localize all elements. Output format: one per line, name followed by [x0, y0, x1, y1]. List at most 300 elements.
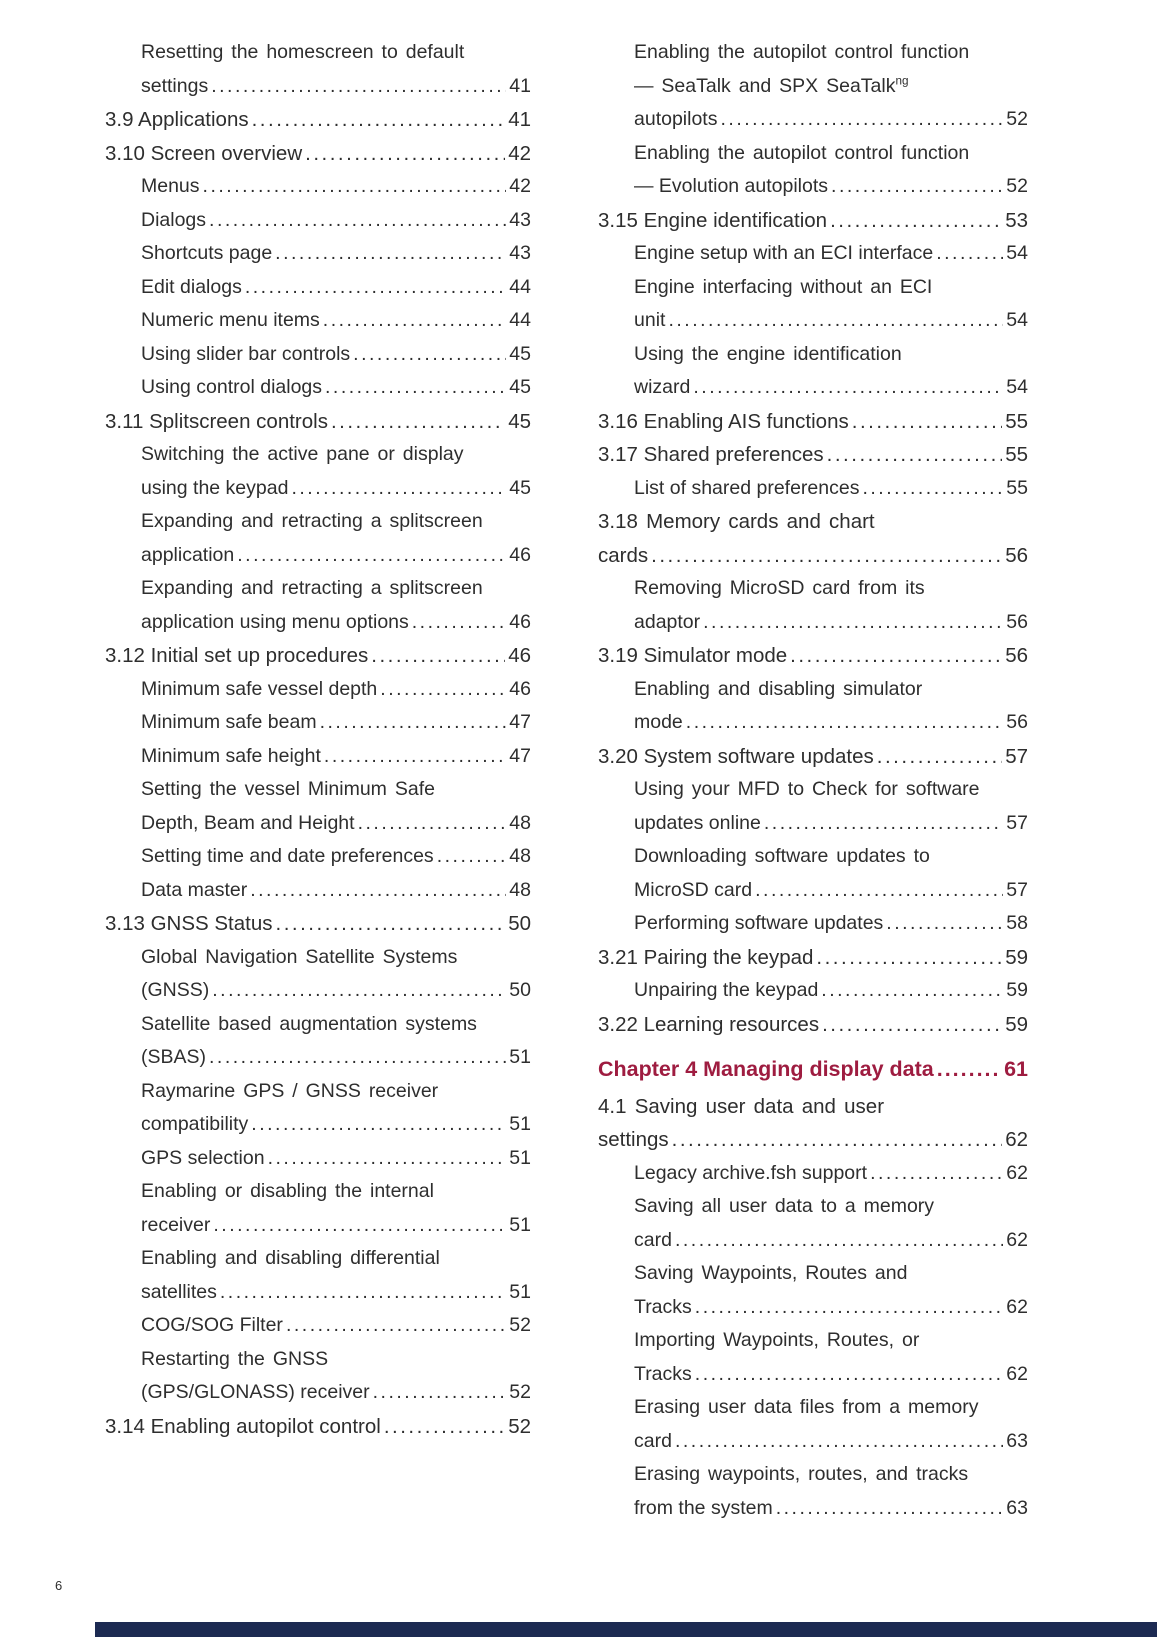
- toc-entry-text: Setting the vessel Minimum Safe: [141, 778, 435, 800]
- toc-entry-text: Saving all user data to a memory: [634, 1195, 935, 1217]
- toc-line: [141, 36, 531, 70]
- dotted-leader: [668, 304, 1003, 338]
- toc-page-number: 45: [509, 342, 531, 365]
- toc-line: [634, 1425, 1028, 1459]
- dotted-leader: [764, 807, 1003, 841]
- toc-entry: [105, 941, 531, 1008]
- toc-entry-text: card: [634, 1429, 672, 1452]
- toc-page-number: 58: [1006, 912, 1028, 934]
- dotted-leader: [353, 338, 506, 372]
- toc-line: [598, 1008, 1028, 1042]
- toc-entry-text: — Evolution autopilots: [634, 175, 829, 197]
- toc-page-number: 50: [508, 912, 531, 935]
- toc-entry: [598, 773, 1028, 840]
- toc-entry-text: settings: [598, 1128, 669, 1151]
- toc-entry-text: 3.14 Enabling autopilot control: [105, 1414, 381, 1438]
- toc-page-number: 51: [509, 1280, 531, 1303]
- toc-entry: [598, 1008, 1028, 1042]
- toc-page-number: 42: [508, 141, 531, 165]
- toc-entry: [598, 907, 1028, 941]
- footer-page-number: 6: [55, 1578, 63, 1593]
- toc-entry-text: 3.13 GNSS Status: [105, 912, 273, 935]
- toc-entry-text: 4.1 Saving user data and user: [598, 1094, 885, 1118]
- dotted-leader: [693, 371, 1003, 405]
- dotted-leader: [324, 740, 506, 774]
- toc-line: [634, 472, 1028, 506]
- toc-entry: [105, 1343, 531, 1410]
- dotted-leader: [209, 204, 506, 238]
- dotted-leader: [937, 1053, 1001, 1087]
- dotted-leader: [886, 907, 1003, 941]
- toc-line: [141, 673, 531, 707]
- toc-line: [634, 137, 1028, 171]
- toc-entry-text: 3.21 Pairing the keypad: [598, 945, 814, 969]
- toc-line: [634, 706, 1028, 740]
- toc-line: [634, 773, 1028, 807]
- toc-line: [141, 974, 531, 1008]
- superscript-text: ng: [895, 74, 909, 87]
- dotted-leader: [720, 103, 1003, 137]
- toc-entry-text: satellites: [141, 1280, 217, 1303]
- toc-line: [105, 907, 531, 941]
- dotted-leader: [870, 1157, 1003, 1191]
- toc-page-number: 41: [509, 74, 531, 97]
- toc-entry: [598, 974, 1028, 1008]
- toc-entry: [598, 639, 1028, 673]
- toc-entry-text: Minimum safe height: [141, 744, 321, 767]
- toc-entry-text: Expanding and retracting a splitscreen: [141, 510, 483, 532]
- toc-entry-text: receiver: [141, 1213, 211, 1236]
- toc-line: [598, 204, 1028, 238]
- toc-page-number: 43: [509, 242, 531, 264]
- toc-entry-text: Dialogs: [141, 208, 207, 231]
- toc-page-number: 62: [1006, 1161, 1028, 1184]
- toc-entry-text: updates online: [634, 811, 761, 834]
- toc-line: [141, 1008, 531, 1042]
- dotted-leader: [251, 1108, 506, 1142]
- toc-entry-text: Numeric menu items: [141, 309, 320, 331]
- toc-entry: [598, 36, 1028, 137]
- toc-line: [634, 1190, 1028, 1224]
- toc-entry: [105, 505, 531, 572]
- toc-entry-text: Setting time and date preferences: [141, 845, 434, 867]
- toc-entry-text: 3.22 Learning resources: [598, 1012, 820, 1036]
- toc-line: [598, 438, 1028, 472]
- toc-entry: [598, 572, 1028, 639]
- toc-entry-text: — SeaTalk and SPX SeaTalk$^{ng}$: [634, 74, 909, 97]
- toc-page-number: 45: [509, 476, 531, 499]
- dotted-leader: [831, 170, 1003, 204]
- toc-entry-text: COG/SOG Filter: [141, 1314, 283, 1336]
- toc-entry-text: Menus: [141, 175, 200, 197]
- dotted-leader: [821, 974, 1003, 1008]
- toc-line: [634, 1224, 1028, 1258]
- toc-line: [141, 1209, 531, 1243]
- toc-entry-text: Resetting the homescreen to default: [141, 41, 465, 63]
- dotted-leader: [412, 606, 507, 640]
- toc-entry-text: Engine interfacing without an ECI: [634, 275, 933, 298]
- dotted-leader: [371, 639, 505, 673]
- toc-page-number: 46: [509, 543, 531, 566]
- toc-page-number: 44: [509, 309, 531, 331]
- toc-entry-text: Minimum safe beam: [141, 711, 317, 733]
- toc-line: [141, 740, 531, 774]
- toc-entry-text: 3.12 Initial set up procedures: [105, 644, 369, 667]
- toc-line: [141, 1041, 531, 1075]
- toc-line: [105, 137, 531, 171]
- toc-entry: [105, 36, 531, 103]
- toc-entry: [598, 505, 1028, 572]
- toc-entry: [598, 1090, 1028, 1157]
- toc-entry-text: 3.17 Shared preferences: [598, 443, 824, 466]
- toc-page-number: 63: [1006, 1429, 1028, 1452]
- toc-column-right: [598, 36, 1028, 1525]
- toc-line: [598, 1053, 1028, 1087]
- toc-entry: [105, 371, 531, 405]
- toc-page-number: 52: [1006, 175, 1028, 197]
- toc-entry-text: 3.16 Enabling AIS functions: [598, 409, 849, 433]
- toc-page-number: 46: [509, 677, 531, 700]
- toc-page-number: 51: [509, 1046, 531, 1068]
- toc-line: [634, 840, 1028, 874]
- toc-line: [141, 1376, 531, 1410]
- toc-line: [141, 807, 531, 841]
- toc-entry-text: (SBAS): [141, 1046, 207, 1068]
- dotted-leader: [276, 907, 506, 941]
- toc-line: [141, 438, 531, 472]
- toc-line: [634, 1157, 1028, 1191]
- toc-page-number: 42: [509, 175, 531, 197]
- toc-page-number: 45: [509, 376, 531, 398]
- toc-line: [598, 405, 1028, 439]
- dotted-leader: [220, 1276, 506, 1310]
- toc-entry-text: Enabling the autopilot control function: [634, 41, 970, 63]
- toc-page-number: 45: [508, 409, 531, 433]
- toc-entry-text: GPS selection: [141, 1146, 265, 1169]
- toc-entry: [105, 639, 531, 673]
- toc-page-number: 44: [509, 275, 531, 298]
- toc-entry: [598, 1324, 1028, 1391]
- toc-entry: [598, 740, 1028, 774]
- toc-line: [634, 304, 1028, 338]
- toc-entry-text: from the system: [634, 1496, 773, 1519]
- toc-line: [141, 1343, 531, 1377]
- dotted-leader: [790, 639, 1002, 673]
- toc-page-number: 53: [1005, 208, 1028, 232]
- toc-entry-text: Enabling and disabling differential: [141, 1247, 440, 1269]
- toc-entry-text: Edit dialogs: [141, 275, 242, 298]
- toc-entry: [105, 338, 531, 372]
- toc-entry-text: cards: [598, 543, 649, 567]
- toc-line: [141, 874, 531, 908]
- toc-line: [141, 572, 531, 606]
- toc-line: [634, 807, 1028, 841]
- toc-entry: [105, 1410, 531, 1444]
- toc-line: [141, 706, 531, 740]
- footer-bar: [95, 1622, 1157, 1637]
- toc-entry: [105, 1175, 531, 1242]
- toc-entry-text: mode: [634, 711, 683, 733]
- toc-entry: [598, 338, 1028, 405]
- toc-entry: [105, 1242, 531, 1309]
- dotted-leader: [822, 1008, 1002, 1042]
- toc-page-number: 56: [1005, 543, 1028, 567]
- toc-line: [634, 1458, 1028, 1492]
- toc-entry-text: Erasing waypoints, routes, and tracks: [634, 1463, 969, 1485]
- toc-line: [634, 874, 1028, 908]
- dotted-leader: [268, 1142, 507, 1176]
- toc-page-number: 62: [1006, 1295, 1028, 1318]
- toc-entry-text: autopilots: [634, 108, 718, 130]
- toc-entry-text: Chapter 4 Managing display data: [598, 1057, 934, 1081]
- dotted-leader: [331, 405, 505, 439]
- toc-entry-text: Importing Waypoints, Routes, or: [634, 1329, 920, 1351]
- toc-line: [141, 941, 531, 975]
- toc-page-number: 47: [509, 711, 531, 733]
- toc-entry: [598, 472, 1028, 506]
- toc-line: [141, 1075, 531, 1109]
- toc-line: [634, 1492, 1028, 1526]
- dotted-leader: [291, 472, 506, 506]
- toc-line: [105, 103, 531, 137]
- toc-entry-text: 3.18 Memory cards and chart: [598, 510, 875, 533]
- toc-page-number: 41: [508, 108, 531, 131]
- toc-line: [141, 840, 531, 874]
- toc-page-number: 59: [1006, 979, 1028, 1001]
- dotted-leader: [209, 1041, 506, 1075]
- toc-entry: [105, 706, 531, 740]
- toc-line: [634, 1257, 1028, 1291]
- toc-line: [141, 170, 531, 204]
- toc-entry: [598, 237, 1028, 271]
- toc-line: [634, 170, 1028, 204]
- toc-entry-text: using the keypad: [141, 476, 289, 499]
- toc-line: [141, 539, 531, 573]
- toc-entry: [105, 170, 531, 204]
- toc-entry-text: Expanding and retracting a splitscreen: [141, 577, 483, 599]
- toc-entry-text: unit: [634, 309, 666, 331]
- toc-line: [634, 974, 1028, 1008]
- toc-page-number: 51: [509, 1113, 531, 1135]
- dotted-leader: [437, 840, 507, 874]
- toc-entry: [105, 271, 531, 305]
- toc-entry: [105, 773, 531, 840]
- toc-entry-text: adaptor: [634, 610, 701, 633]
- dotted-leader: [830, 204, 1002, 238]
- toc-entry-text: (GPS/GLONASS) receiver: [141, 1381, 370, 1403]
- toc-entry: [598, 1157, 1028, 1191]
- toc-line: [141, 1309, 531, 1343]
- toc-entry-text: MicroSD card: [634, 878, 753, 901]
- dotted-leader: [695, 1291, 1004, 1325]
- toc-page-number: 59: [1005, 1012, 1028, 1036]
- toc-entry: [598, 271, 1028, 338]
- toc-page-number: 62: [1006, 1362, 1028, 1385]
- dotted-leader: [852, 405, 1002, 439]
- dotted-leader: [755, 874, 1003, 908]
- toc-entry-text: List of shared preferences: [634, 476, 860, 499]
- toc-entry-text: Performing software updates: [634, 912, 884, 934]
- toc-entry-text: (GNSS): [141, 979, 210, 1001]
- toc-page-number: 56: [1005, 644, 1028, 667]
- toc-page-number: 51: [509, 1146, 531, 1169]
- dotted-leader: [936, 237, 1003, 271]
- dotted-leader: [816, 941, 1002, 975]
- dotted-leader: [203, 170, 507, 204]
- toc-page-number: 51: [509, 1213, 531, 1236]
- toc-page-number: 54: [1006, 242, 1028, 264]
- toc-line: [141, 70, 531, 104]
- toc-line: [141, 606, 531, 640]
- toc-line: [598, 639, 1028, 673]
- toc-entry-text: Enabling and disabling simulator: [634, 677, 923, 700]
- toc-line: [598, 1090, 1028, 1124]
- toc-line: [634, 1291, 1028, 1325]
- toc-entry: [105, 204, 531, 238]
- dotted-leader: [237, 539, 506, 573]
- dotted-leader: [275, 237, 506, 271]
- dotted-leader: [373, 1376, 507, 1410]
- toc-column-left: [105, 36, 531, 1443]
- toc-line: [105, 1410, 531, 1444]
- toc-entry: [105, 304, 531, 338]
- toc-entry: [598, 941, 1028, 975]
- toc-line: [634, 1324, 1028, 1358]
- dotted-leader: [675, 1224, 1003, 1258]
- toc-entry: [105, 438, 531, 505]
- toc-entry-text: compatibility: [141, 1113, 249, 1135]
- toc-entry: [105, 572, 531, 639]
- toc-line: [634, 1391, 1028, 1425]
- toc-page-number: 54: [1006, 376, 1028, 398]
- toc-page-number: 56: [1006, 610, 1028, 633]
- toc-entry: [105, 740, 531, 774]
- toc-entry-text: application: [141, 543, 235, 566]
- toc-entry: [598, 405, 1028, 439]
- toc-entry-text: card: [634, 1228, 672, 1251]
- toc-entry: [598, 204, 1028, 238]
- toc-page-number: 62: [1005, 1128, 1028, 1151]
- toc-entry-text: Using the engine identification: [634, 342, 902, 365]
- toc-line: [634, 237, 1028, 271]
- toc-entry: [105, 237, 531, 271]
- toc-entry: [598, 438, 1028, 472]
- toc-entry: [105, 405, 531, 439]
- dotted-leader: [695, 1358, 1004, 1392]
- dotted-leader: [245, 271, 506, 305]
- toc-page-number: 52: [509, 1314, 531, 1336]
- dotted-leader: [323, 304, 507, 338]
- toc-entry-text: Restarting the GNSS: [141, 1347, 329, 1370]
- toc-line: [141, 204, 531, 238]
- toc-entry: [105, 907, 531, 941]
- toc-page-number: 48: [509, 811, 531, 834]
- toc-page-number: 57: [1005, 744, 1028, 768]
- toc-page-number: 46: [508, 644, 531, 667]
- toc-line: [634, 907, 1028, 941]
- toc-entry-text: Legacy archive.fsh support: [634, 1161, 868, 1184]
- toc-line: [141, 1242, 531, 1276]
- dotted-leader: [672, 1123, 1003, 1157]
- toc-entry: [598, 1190, 1028, 1257]
- toc-line: [634, 103, 1028, 137]
- toc-page-number: 50: [509, 979, 531, 1001]
- toc-line: [634, 1358, 1028, 1392]
- toc-line: [634, 271, 1028, 305]
- toc-line: [141, 338, 531, 372]
- toc-line: [141, 1276, 531, 1310]
- toc-entry-text: Removing MicroSD card from its: [634, 577, 925, 599]
- toc-entry: [105, 103, 531, 137]
- toc-page-number: 62: [1006, 1228, 1028, 1251]
- toc-line: [141, 1108, 531, 1142]
- dotted-leader: [675, 1425, 1003, 1459]
- dotted-leader: [325, 371, 506, 405]
- dotted-leader: [250, 874, 506, 908]
- toc-line: [141, 505, 531, 539]
- toc-entry-text: Enabling the autopilot control function: [634, 141, 970, 164]
- toc-entry-text: 3.11 Splitscreen controls: [105, 409, 328, 433]
- toc-page-number: 52: [1006, 108, 1028, 130]
- dotted-leader: [252, 103, 506, 137]
- toc-entry-text: Using slider bar controls: [141, 342, 351, 365]
- toc-entry-text: Tracks: [634, 1295, 692, 1318]
- toc-entry-text: Satellite based augmentation systems: [141, 1012, 477, 1035]
- dotted-leader: [211, 70, 506, 104]
- toc-entry: [105, 137, 531, 171]
- toc-entry-text: Engine setup with an ECI interface: [634, 242, 934, 264]
- toc-entry-text: application using menu options: [141, 610, 409, 633]
- toc-entry: [105, 840, 531, 874]
- toc-page-number: 55: [1006, 476, 1028, 499]
- toc-line: [634, 70, 1028, 104]
- toc-entry-text: Data master: [141, 878, 248, 901]
- toc-line: [141, 237, 531, 271]
- toc-line: [141, 304, 531, 338]
- toc-page-number: 55: [1005, 443, 1028, 466]
- toc-page-number: 52: [509, 1381, 531, 1403]
- toc-page-number: 46: [509, 610, 531, 633]
- toc-entry-text: Depth, Beam and Height: [141, 811, 355, 834]
- toc-line: [141, 773, 531, 807]
- dotted-leader: [703, 606, 1003, 640]
- dotted-leader: [286, 1309, 506, 1343]
- toc-page-number: 48: [509, 845, 531, 867]
- dotted-leader: [776, 1492, 1004, 1526]
- toc-page-number: 55: [1005, 409, 1028, 433]
- toc-entry-text: 3.20 System software updates: [598, 744, 874, 768]
- toc-chapter-entry: [598, 1053, 1028, 1087]
- toc-page-number: 52: [508, 1414, 531, 1438]
- toc-entry-text: Using your MFD to Check for software: [634, 778, 980, 800]
- toc-page-number: 47: [509, 744, 531, 767]
- toc-line: [598, 740, 1028, 774]
- dotted-leader: [862, 472, 1003, 506]
- toc-page-number: 59: [1005, 945, 1028, 969]
- toc-page-number: 43: [509, 208, 531, 231]
- dotted-leader: [877, 740, 1002, 774]
- toc-entry-text: Minimum safe vessel depth: [141, 677, 378, 700]
- toc-entry: [598, 673, 1028, 740]
- toc-line: [634, 606, 1028, 640]
- toc-line: [598, 941, 1028, 975]
- toc-entry: [105, 1142, 531, 1176]
- toc-entry: [105, 874, 531, 908]
- toc-line: [105, 405, 531, 439]
- toc-line: [634, 673, 1028, 707]
- toc-entry-text: Tracks: [634, 1362, 692, 1385]
- toc-page-number: 56: [1006, 711, 1028, 733]
